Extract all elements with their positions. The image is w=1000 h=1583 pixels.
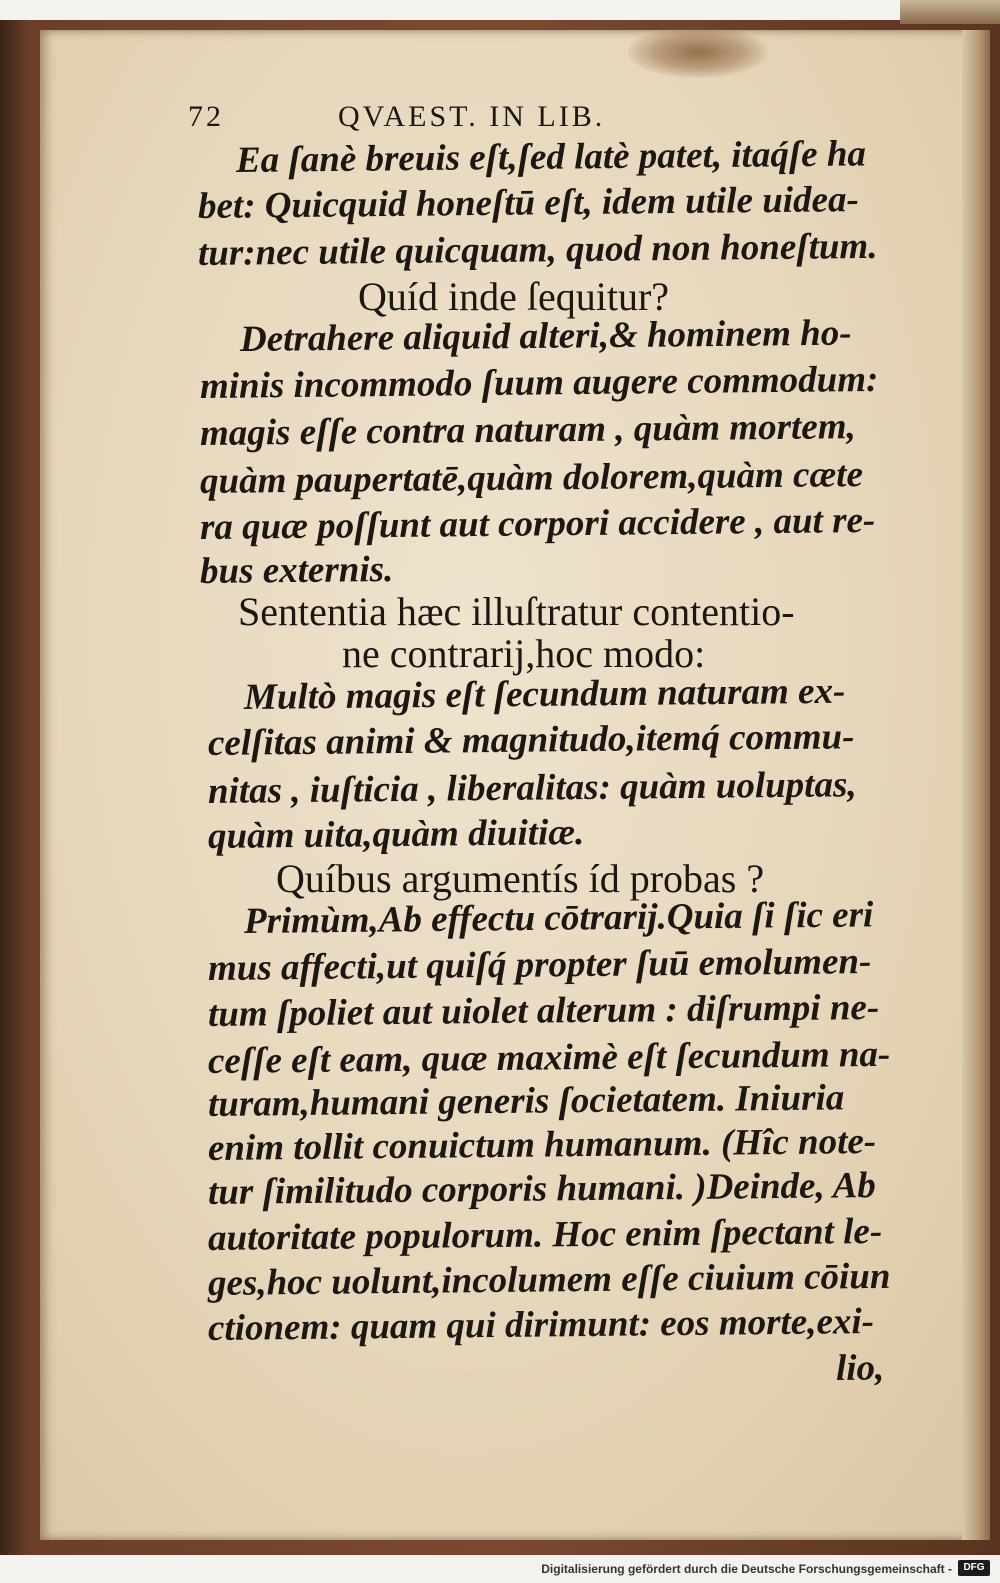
text-line-8: quàm paupertatē,quàm dolorem,quàm cæte xyxy=(199,454,864,502)
text-line-15: nitas , iuſticia , liberalitas: quàm uoluptas, xyxy=(207,764,857,812)
cover-edge xyxy=(900,0,1000,24)
text-line-5: Detrahere aliquid alteri,& hominem ho- xyxy=(239,312,852,360)
page-number: 72 xyxy=(188,100,224,133)
text-line-25: autoritate populorum. Hoc enim ſpectant le- xyxy=(207,1210,883,1259)
text-line-1: Ea ſanè breuis eſt,ſed latè patet, itaq́ſe ha xyxy=(235,133,867,181)
running-title: QVAEST. IN LIB. xyxy=(338,100,606,133)
heading-line-2: ne contrarij,hoc modo: xyxy=(342,631,706,676)
text-line-6: minis incommodo ſuum augere commodum: xyxy=(199,358,879,407)
text-line-7: magis eſſe contra naturam , quàm mortem, xyxy=(199,406,856,454)
text-line-22: turam,humani generis ſocietatem. Iniuria xyxy=(207,1077,845,1125)
question-heading-2: Quíbus argumentís íd probas ? xyxy=(276,856,765,901)
dfg-logo: DFG xyxy=(958,1560,990,1576)
text-line-24: tur ſimilitudo corporis humani. )Deinde, Ab xyxy=(207,1165,877,1213)
text-line-20: tum ſpoliet aut uiolet alterum : diſrumpi ne- xyxy=(207,986,880,1035)
question-heading-1: Quíd inde ſequitur? xyxy=(358,274,670,319)
catchword: lio, xyxy=(835,1347,885,1389)
text-line-2: bet: Quicquid honeſtū eſt, idem utile uidea- xyxy=(197,179,860,227)
text-line-26: ges,hoc uolunt,incolumem eſſe ciuium cōiun xyxy=(207,1255,891,1304)
text-line-10: bus externis. xyxy=(199,548,394,592)
text-line-16: quàm uita,quàm diuitiæ. xyxy=(207,812,585,857)
text-line-21: ceſſe eſt eam, quæ maximè eſt ſecundum na- xyxy=(207,1033,891,1082)
text-line-14: celſitas animi & magnitudo,itemq́ commu- xyxy=(207,716,855,764)
heading-line-1: Sententia hæc illuſtratur contentio- xyxy=(238,589,795,634)
text-line-18: Primùm,Ab effectu cōtrarij.Quia ſi ſic eri xyxy=(243,894,874,942)
footer-credit: Digitalisierung gefördert durch die Deutsche Forschungsgemeinschaft - xyxy=(541,1562,952,1576)
text-line-13: Multò magis eſt ſecundum naturam ex- xyxy=(243,670,846,718)
text-line-3: tur:nec utile quicquam, quod non honeſtum. xyxy=(197,225,878,274)
page-edge xyxy=(962,30,990,1540)
text-line-19: mus affecti,ut quiſq́ propter ſuū emolumen- xyxy=(207,941,872,989)
water-stain xyxy=(628,26,768,78)
text-line-27: ctionem: quam qui dirimunt: eos morte,exi- xyxy=(207,1301,875,1349)
text-line-9: ra quæ poſſunt aut corpori accidere , aut re- xyxy=(199,499,876,548)
text-line-23: enim tollit conuictum humanum. (Hîc note- xyxy=(207,1121,877,1169)
